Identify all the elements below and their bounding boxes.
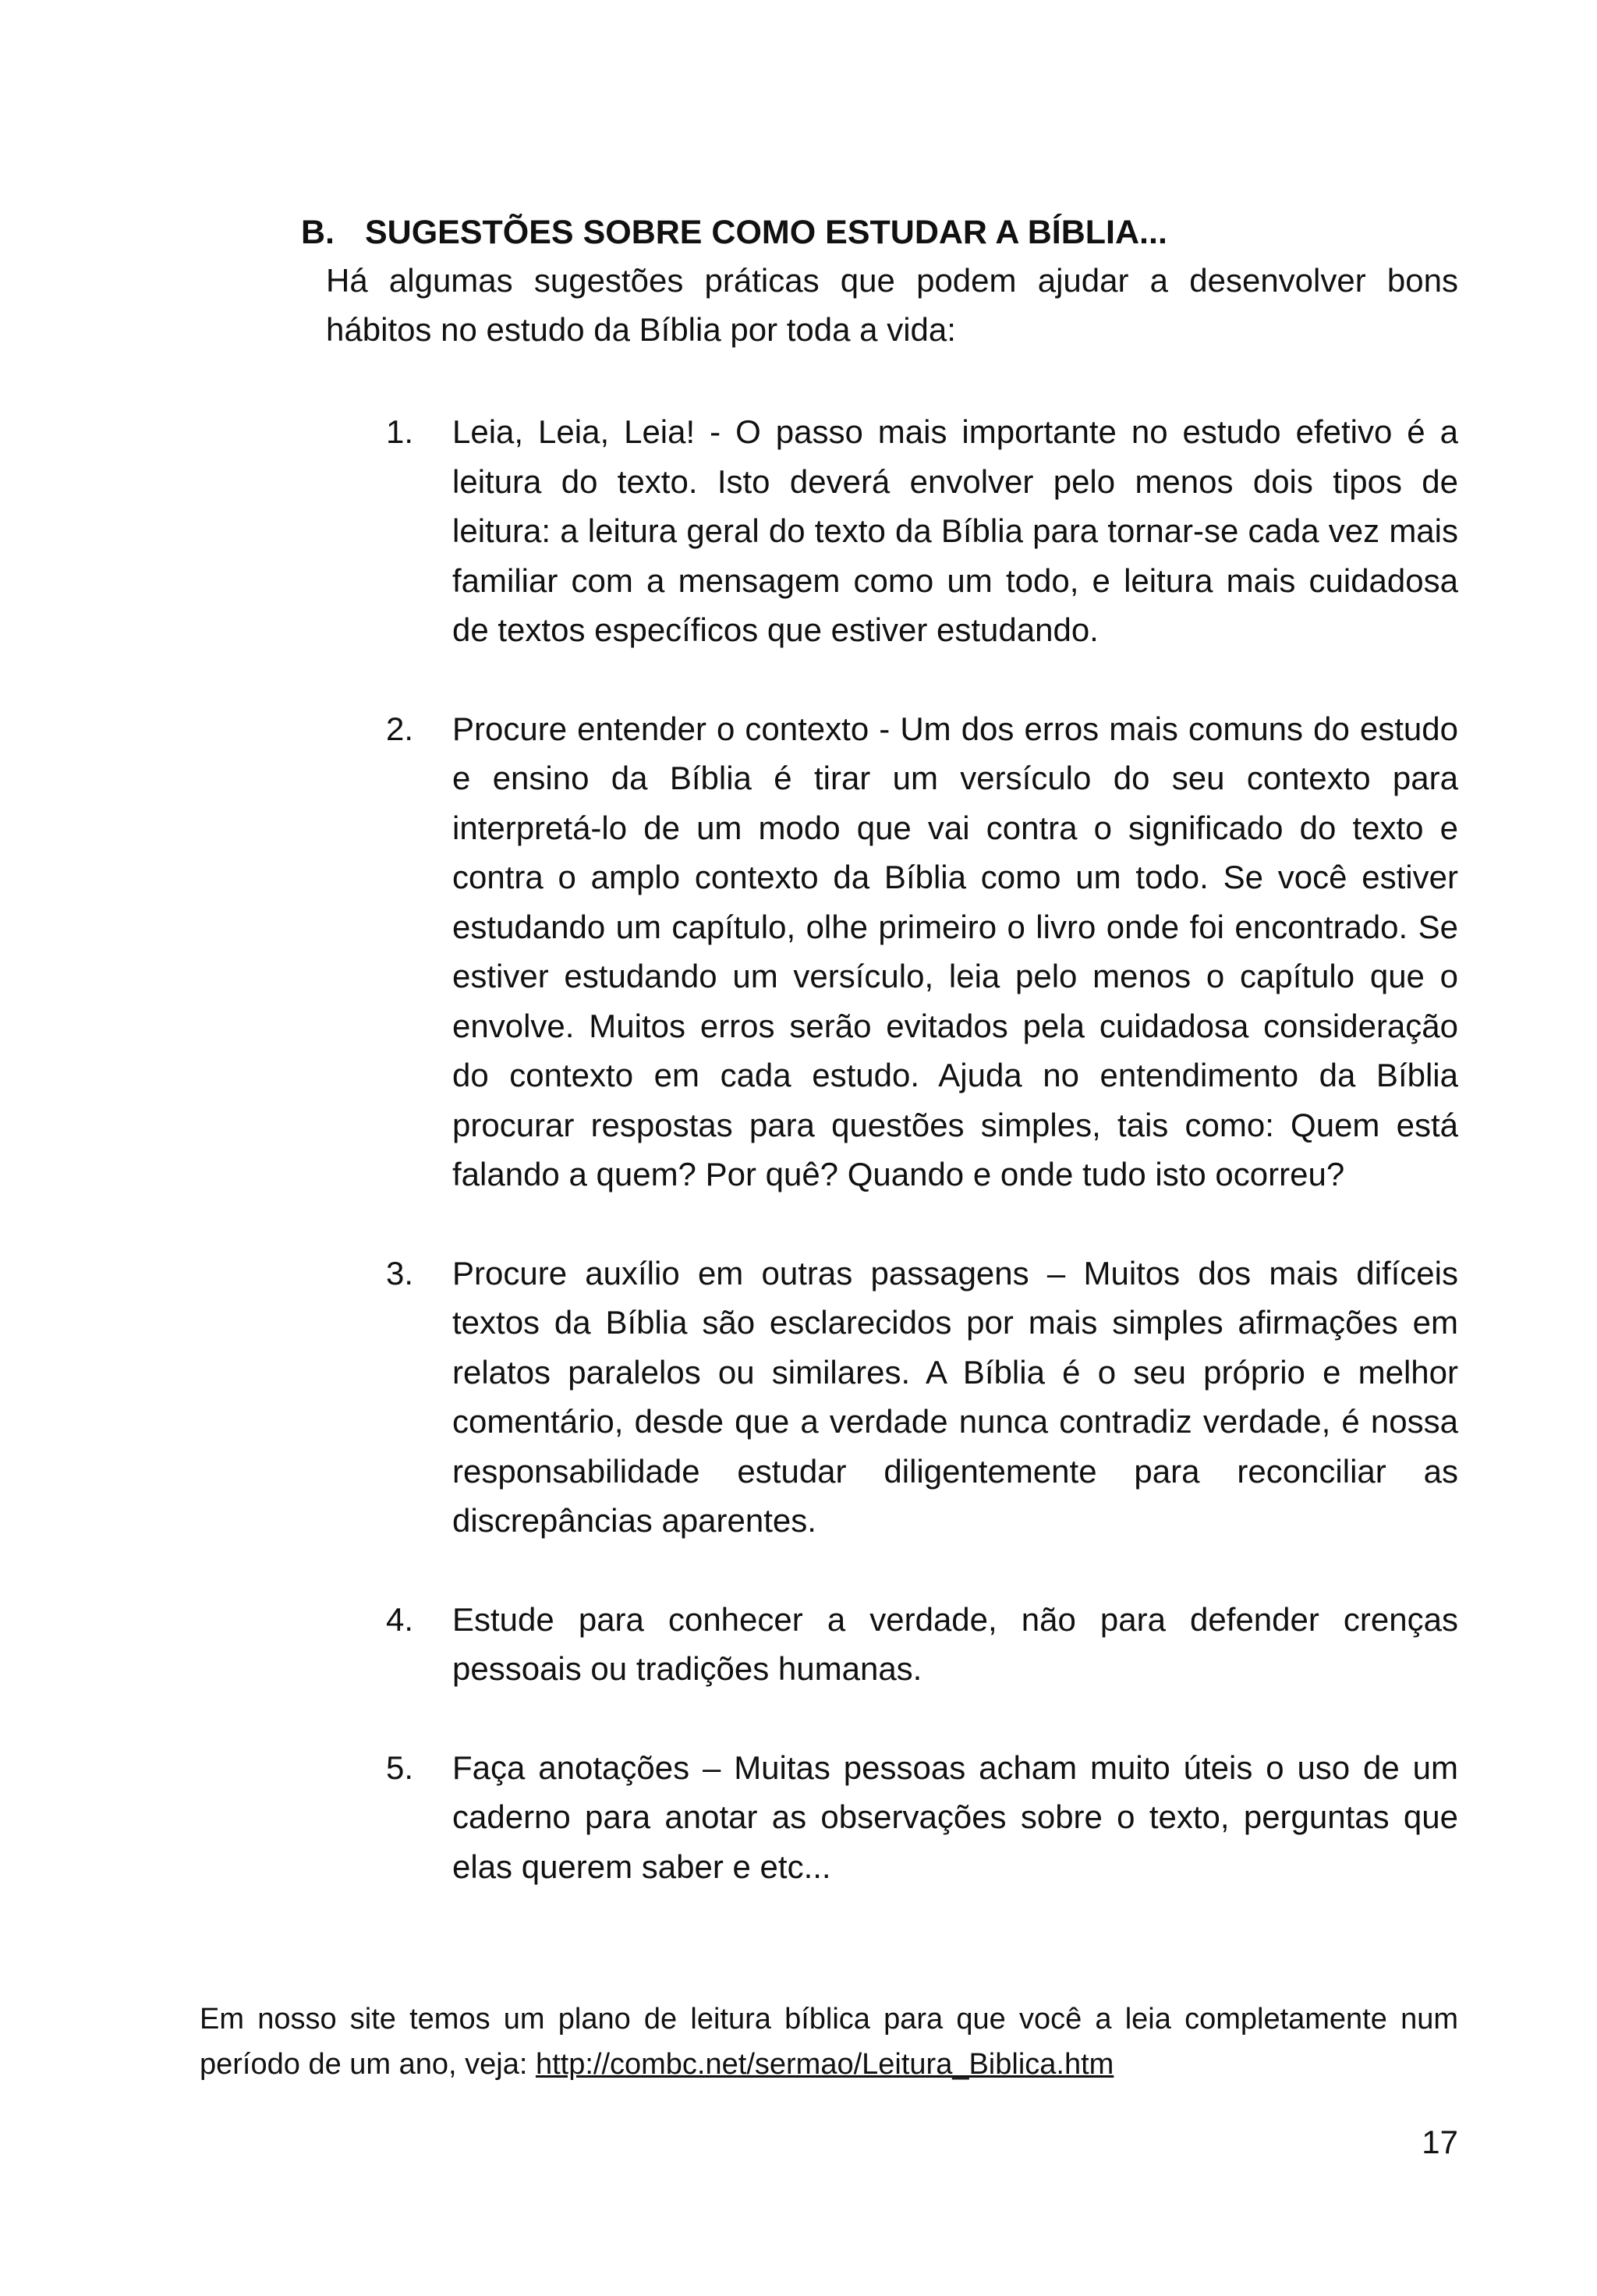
list-item [386,704,1458,1199]
item-text: Estude para conhecer a verdade, não para defender crenças pessoais ou tradições humanas. [452,1600,1458,1687]
footer-text: Em nosso site temos um plano de leitura bíblica para que você a leia completamente num período de um ano, veja: [200,2003,1458,2081]
list-item [386,1743,1458,1892]
footer-note [200,1997,1458,2087]
section-title: SUGESTÕES SOBRE COMO ESTUDAR A BÍBLIA... [365,214,1167,251]
section-letter: B. [301,214,335,251]
section-heading [301,211,1471,254]
item-number: 3. [386,1254,414,1292]
item-text: Procure entender o contexto - Um dos erros mais comuns do estudo e ensino da Bíblia é tirar um versículo do seu contexto para interpretá-lo de um modo que vai contra o significado do texto e contra o amplo contexto da Bíblia como um todo. Se você estiver estudando um capítulo, olhe primeiro o livro onde foi encontrado. Se estiver estudando um versículo, leia pelo menos o capítulo que o envolve. Muitos erros serão evitados pela cuidadosa consideração do contexto em cada estudo. Ajuda no entendimento da Bíblia procurar respostas para questões simples, tais como: Quem está falando a quem? Por quê? Quando e onde tudo isto ocorreu? [452,710,1458,1192]
item-number: 5. [386,1749,414,1786]
list-item [386,1249,1458,1546]
item-text: Procure auxílio em outras passagens – Muitos dos mais difíceis textos da Bíblia são esclarecidos por mais simples afirmações em relatos paralelos ou similares. A Bíblia é o seu próprio e melhor comentário, desde que a verdade nunca contradiz verdade, é nossa responsabilidade estudar diligentemente para reconciliar as discrepâncias aparentes. [452,1254,1458,1539]
item-text: Leia, Leia, Leia! - O passo mais importante no estudo efetivo é a leitura do texto. Isto deverá envolver pelo menos dois tipos de leitura: a leitura geral do texto da Bíblia para tornar-se cada vez mais familiar com a mensagem como um todo, e leitura mais cuidadosa de textos específicos que estiver estudando. [452,413,1458,648]
page-number: 17 [1422,2124,1458,2160]
item-number: 4. [386,1600,414,1638]
item-text: Faça anotações – Muitas pessoas acham muito úteis o uso de um caderno para anotar as observações sobre o texto, perguntas que elas querem saber e etc... [452,1749,1458,1885]
suggestion-list [386,407,1458,1940]
item-number: 1. [386,413,414,450]
list-item [386,407,1458,655]
list-item [386,1595,1458,1694]
item-number: 2. [386,710,414,747]
intro-paragraph: Há algumas sugestões práticas que podem ajudar a desenvolver bons hábitos no estudo da Bíblia por toda a vida: [326,262,1458,348]
reading-plan-link[interactable]: http://combc.net/sermao/Leitura_Biblica.htm [535,2048,1114,2081]
